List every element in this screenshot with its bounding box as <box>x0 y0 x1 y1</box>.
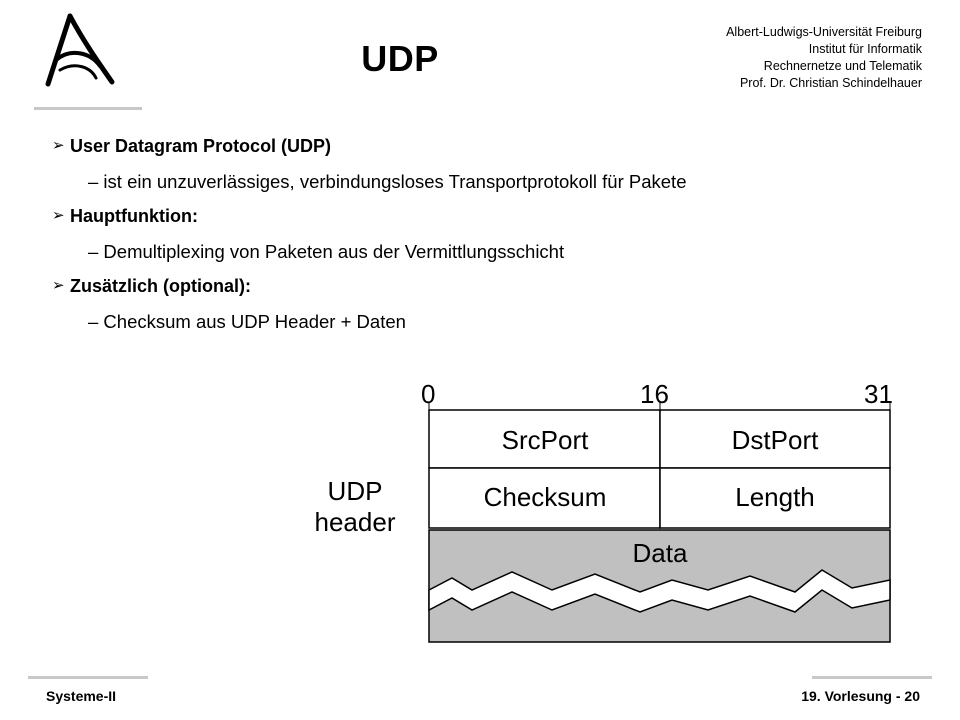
arrow-bullet-icon: ➢ <box>52 137 65 154</box>
field-length: Length <box>735 482 815 512</box>
footer-course: Systeme-II <box>46 688 117 704</box>
arrow-bullet-icon: ➢ <box>52 207 65 224</box>
slide-title: UDP <box>361 38 439 79</box>
bullet-heading: User Datagram Protocol (UDP) <box>70 136 332 156</box>
footer-page-number: 19. Vorlesung - 20 <box>801 688 920 704</box>
affiliation-line: Institut für Informatik <box>808 42 922 56</box>
footer-divider-left <box>28 676 148 679</box>
bullet-heading: Zusätzlich (optional): <box>70 276 251 296</box>
affiliation-line: Albert-Ludwigs-Universität Freiburg <box>726 25 922 39</box>
affiliation-line: Prof. Dr. Christian Schindelhauer <box>739 76 922 90</box>
udp-header-label <box>300 476 410 538</box>
field-data: Data <box>632 538 688 568</box>
field-dstport: DstPort <box>731 425 819 455</box>
field-checksum: Checksum <box>483 482 607 512</box>
bullet-heading: Hauptfunktion: <box>70 206 198 226</box>
affiliation-line: Rechnernetze und Telematik <box>763 59 922 73</box>
bullet-subitem: – ist ein unzuverlässiges, verbindungsloses Transportprotokoll für Pakete <box>88 171 687 192</box>
field-srcport: SrcPort <box>501 425 589 455</box>
bit-label-16: 16 <box>640 379 669 409</box>
footer-divider-right <box>812 676 932 679</box>
arrow-bullet-icon: ➢ <box>52 277 65 294</box>
bit-label-31: 31 <box>864 379 893 409</box>
udp-header-label-line2: header <box>314 507 396 537</box>
bit-label-0: 0 <box>421 379 436 409</box>
udp-header-label-line1: UDP <box>327 476 383 506</box>
bullet-subitem: – Demultiplexing von Paketen aus der Vermittlungsschicht <box>88 241 565 262</box>
bullet-subitem: – Checksum aus UDP Header + Daten <box>88 311 406 332</box>
